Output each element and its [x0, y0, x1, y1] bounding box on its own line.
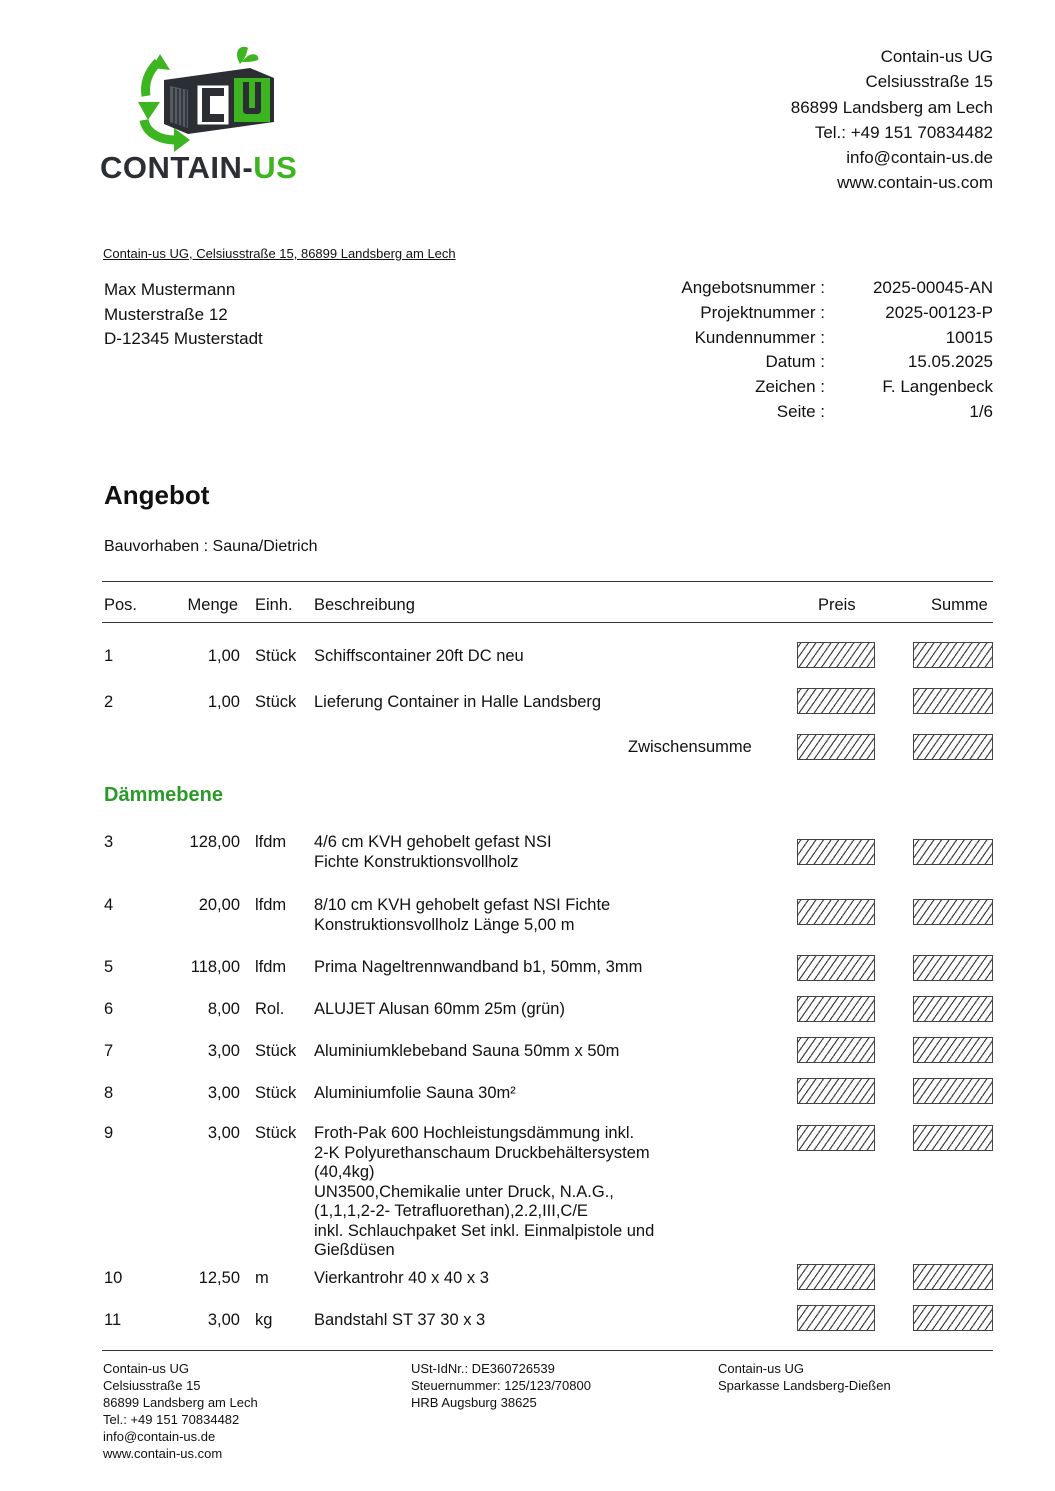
- row-unit: Stück: [255, 1042, 297, 1060]
- sum-redacted-icon: [913, 688, 993, 714]
- recipient-street: Musterstraße 12: [104, 304, 228, 324]
- sum-redacted-icon: [913, 839, 993, 865]
- col-header-unit: Einh.: [255, 596, 293, 614]
- logo-wordmark: CONTAIN-US: [100, 150, 298, 185]
- company-city: 86899 Landsberg am Lech: [790, 97, 993, 117]
- table-top-rule: [102, 581, 993, 582]
- row-qty: 3,00: [207, 1042, 240, 1060]
- row-pos: 9: [104, 1124, 114, 1142]
- price-redacted-icon: [797, 1305, 875, 1331]
- sum-redacted-icon: [913, 1078, 993, 1104]
- row-qty: 3,00: [207, 1084, 240, 1102]
- row-desc: Aluminiumfolie Sauna 30m²: [314, 1084, 516, 1102]
- row-desc: Aluminiumklebeband Sauna 50mm x 50m: [314, 1042, 620, 1060]
- company-email[interactable]: info@contain-us.de: [846, 148, 993, 168]
- row-pos: 10: [104, 1269, 123, 1287]
- meta-row: Projektnummer : 2025-00123-P: [700, 302, 993, 322]
- sum-redacted-icon: [913, 996, 993, 1022]
- row-desc: Vierkantrohr 40 x 40 x 3: [314, 1269, 489, 1287]
- row-pos: 3: [104, 833, 114, 851]
- row-pos: 11: [104, 1311, 122, 1329]
- row-pos: 6: [104, 1000, 114, 1018]
- row-unit: m: [255, 1269, 269, 1287]
- row-qty: 128,00: [189, 833, 240, 851]
- row-pos: 8: [104, 1084, 114, 1102]
- sum-redacted-icon: [913, 1264, 993, 1290]
- sum-redacted-icon: [913, 955, 993, 981]
- meta-row: Kundennummer : 10015: [694, 327, 993, 347]
- col-header-qty: Menge: [187, 596, 238, 614]
- company-address: [791, 44, 993, 196]
- price-redacted-icon: [797, 955, 875, 981]
- table-header-rule: [102, 622, 993, 623]
- col-header-sum: Summe: [931, 596, 988, 614]
- project-label: Bauvorhaben : Sauna/Dietrich: [104, 538, 318, 555]
- price-redacted-icon: [797, 642, 875, 668]
- row-pos: 5: [104, 958, 114, 976]
- meta-row: Seite : 1/6: [776, 401, 993, 421]
- company-web[interactable]: www.contain-us.com: [837, 173, 993, 193]
- row-unit: Rol.: [255, 1000, 285, 1018]
- row-desc: Lieferung Container in Halle Landsberg: [314, 693, 602, 711]
- meta-row: Angebotsnummer : 2025-00045-AN: [681, 278, 993, 297]
- price-redacted-icon: [797, 1037, 875, 1063]
- footer-bank: Contain-us UG Sparkasse Landsberg-Dießen: [718, 1361, 891, 1393]
- row-unit: lfdm: [255, 958, 287, 976]
- company-phone: Tel.: +49 151 70834482: [814, 122, 993, 142]
- row-qty: 1,00: [207, 693, 240, 711]
- row-unit: Stück: [255, 1124, 297, 1142]
- row-unit: kg: [255, 1311, 273, 1329]
- section-heading: Dämmebene: [104, 784, 223, 806]
- sender-line: Contain-us UG, Celsiusstraße 15, 86899 Landsberg am Lech: [103, 246, 456, 261]
- sum-redacted-icon: [913, 642, 993, 668]
- meta-row: Datum : 15.05.2025: [765, 352, 993, 372]
- row-desc: Froth-Pak 600 Hochleistungsdämmung inkl. 2-K Polyurethanschaum Druckbehältersystem (40,4kg) UN3500,Chemikalie unter Druck, N.A.G., (1,1,1,2-2- Tetrafluorethan),2.2,III,C/E inkl. Schlauchpaket Set inkl. Einmalpistole und Gießdüsen: [314, 1124, 655, 1259]
- footer-tax: USt-IdNr.: DE360726539 Steuernummer: 125/123/70800 HRB Augsburg 38625: [411, 1361, 591, 1410]
- sum-redacted-icon: [913, 1037, 993, 1063]
- row-desc: 8/10 cm KVH gehobelt gefast NSI Fichte Konstruktionsvollholz Länge 5,00 m: [314, 896, 611, 934]
- row-pos: 2: [104, 693, 114, 711]
- row-qty: 20,00: [198, 896, 240, 914]
- row-qty: 118,00: [190, 958, 240, 976]
- row-unit: Stück: [255, 647, 297, 665]
- price-redacted-icon: [797, 839, 875, 865]
- subtotal-price-redacted-icon: [797, 734, 875, 760]
- price-redacted-icon: [797, 1264, 875, 1290]
- price-redacted-icon: [797, 1125, 875, 1151]
- row-pos: 1: [104, 647, 114, 665]
- page-title: Angebot: [104, 480, 210, 510]
- company-street: Celsiusstraße 15: [865, 72, 993, 92]
- recipient-address: [104, 278, 263, 352]
- footer-rule: [102, 1350, 993, 1351]
- price-redacted-icon: [797, 1078, 875, 1104]
- row-qty: 12,50: [198, 1269, 240, 1287]
- offer-meta: [600, 276, 993, 425]
- col-header-price: Preis: [818, 596, 856, 614]
- row-qty: 1,00: [207, 647, 240, 665]
- footer-company: Contain-us UG Celsiusstraße 15 86899 Landsberg am Lech Tel.: +49 151 70834482 info@contain-us.de www.contain-us.com: [103, 1361, 258, 1461]
- recipient-name: Max Mustermann: [104, 280, 236, 299]
- row-desc: Bandstahl ST 37 30 x 3: [314, 1311, 486, 1329]
- company-name: Contain-us UG: [880, 47, 993, 66]
- row-desc: Schiffscontainer 20ft DC neu: [314, 647, 524, 665]
- row-unit: lfdm: [255, 896, 287, 914]
- row-unit: Stück: [255, 693, 297, 711]
- price-redacted-icon: [797, 996, 875, 1022]
- row-pos: 4: [104, 896, 114, 914]
- subtotal-label: Zwischensumme: [628, 738, 752, 756]
- row-desc: Prima Nageltrennwandband b1, 50mm, 3mm: [314, 958, 643, 976]
- sum-redacted-icon: [913, 1125, 993, 1151]
- subtotal-sum-redacted-icon: [913, 734, 993, 760]
- row-unit: lfdm: [255, 833, 287, 851]
- col-header-pos: Pos.: [104, 596, 138, 614]
- meta-row: Zeichen : F. Langenbeck: [755, 377, 993, 397]
- sum-redacted-icon: [913, 899, 993, 925]
- price-redacted-icon: [797, 899, 875, 925]
- col-header-desc: Beschreibung: [314, 596, 415, 614]
- row-qty: 3,00: [207, 1311, 240, 1329]
- row-desc: ALUJET Alusan 60mm 25m (grün): [314, 1000, 565, 1018]
- row-unit: Stück: [255, 1084, 297, 1102]
- sum-redacted-icon: [913, 1305, 993, 1331]
- row-pos: 7: [104, 1042, 114, 1060]
- price-redacted-icon: [797, 688, 875, 714]
- row-desc: 4/6 cm KVH gehobelt gefast NSI Fichte Konstruktionsvollholz: [314, 833, 552, 871]
- row-qty: 8,00: [207, 1000, 240, 1018]
- recipient-city: D-12345 Musterstadt: [104, 329, 263, 348]
- row-qty: 3,00: [207, 1124, 240, 1142]
